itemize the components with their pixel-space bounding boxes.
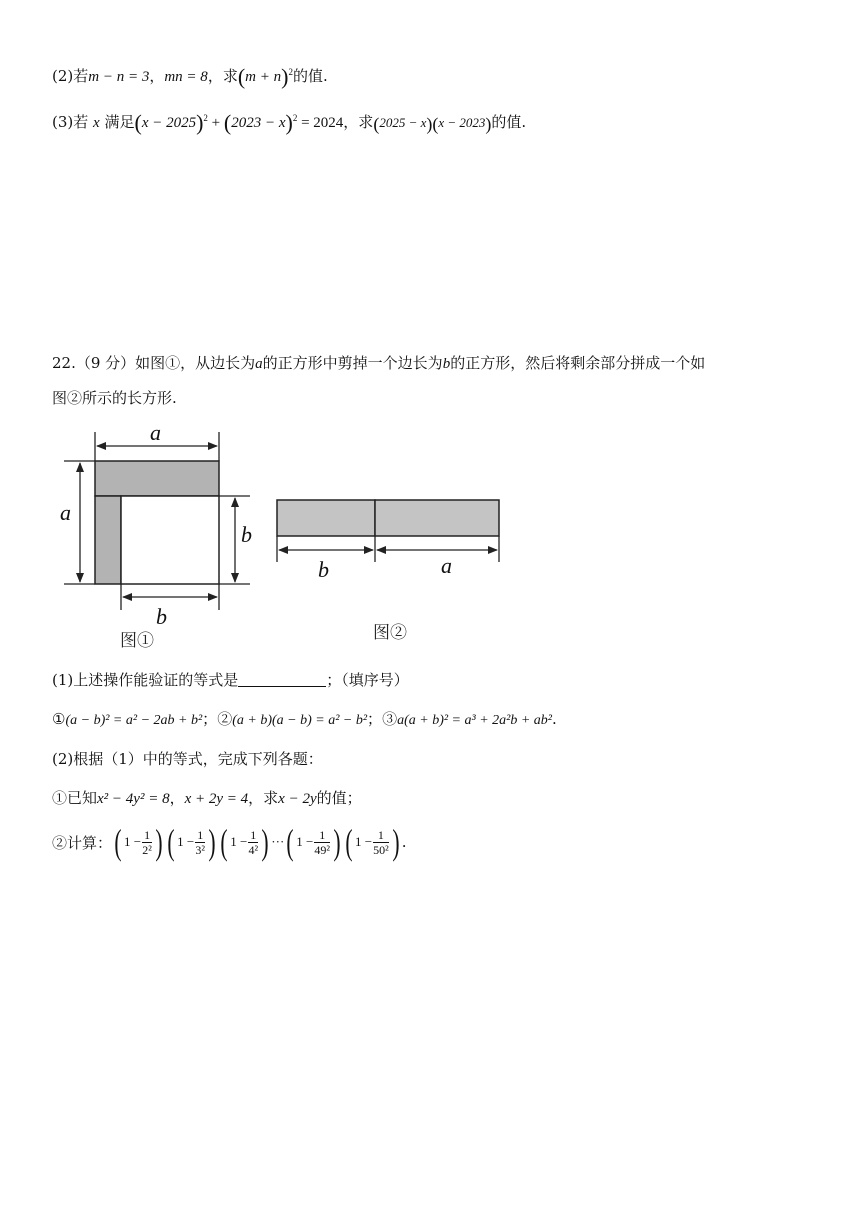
q21-part3-p2: x − 2023 [438,115,486,130]
fig1-left-strip [95,496,121,584]
q21-part3-ask: ，求 [343,113,374,131]
fig2-label-b: b [318,557,329,582]
q21-part3-prefix: (3)若 [52,113,94,131]
q22-mid-text: 的正方形中剪掉一个边长为 [262,354,443,372]
q21-part2-ask: ，求 [207,67,238,85]
option-1-formula: (a − b)² = a² − 2ab + b² [65,713,203,728]
fig1-caption: 图① [120,631,154,651]
option-3-formula: a(a + b)² = a³ + 2a²b + ab² [397,713,552,728]
figure-2 [277,500,499,582]
q22-options [52,708,557,729]
fig1-top-strip [95,461,219,496]
q21-part2-tail: 的值. [292,67,328,85]
factor3-one: 1 − [230,834,248,849]
q21-part2-exp: 2 [288,67,293,77]
fig2-right-part [375,500,499,536]
option-2-formula: (a + b)(a − b) = a² − b² [232,713,368,728]
q21-part2-expr: m + n [245,69,282,85]
product-expression: ( 1 − $\frac{1}{\text{2²}}$ ) ( 1 − $\frac{1}{\text{3²}}$ ) ( 1 − $\frac{1}{\text{4²}}$ ) ··· ( 1 − $\frac{1}{\text{49²}}$ ) ( 1 − $\frac{1}{\text{50²}}$ ) . [114,822,407,862]
q22-part2: (2)根据（1）中的等式，完成下列各题： [52,750,323,768]
q22-part1-text: (1)上述操作能验证的等式是 [52,671,239,689]
q22-var-a: a [255,356,263,372]
fig2-caption: 图② [373,623,407,643]
factor5-frac: $\frac{1}{\text{50²}}$ [373,827,389,857]
sub1-eq2: x + 2y = 4 [184,791,249,807]
q21-part3-rhs: = 2024 [297,115,344,131]
fig1-label-right-b: b [241,522,252,547]
q22-part1-after: ；（填序号） [326,671,409,689]
q21-part3-tail: 的值. [491,113,527,131]
sub1-ask: ，求 [248,789,279,807]
q22-part2-sub1: ①已知x² − 4y² = 8，x + 2y = 4，求x − 2y的值； [52,789,362,807]
q21-part2-cond1: m − n = 3 [88,69,150,85]
q21-part3-term1: x − 2025 [141,115,197,131]
q22-part2-sub2 [52,822,406,862]
option-2-sep: ； [367,710,383,728]
q21-part2-prefix: (2)若 [52,67,89,85]
ellipsis: ··· [271,834,285,849]
sub2-prefix: ②计算： [52,833,113,852]
factor5-one: 1 − [355,834,373,849]
option-1-sep: ； [202,710,218,728]
q21-part3-exp1: 2 [203,113,208,123]
fig1-label-bottom-b: b [156,604,167,629]
factor4-one: 1 − [296,834,314,849]
q21-part2-cond2: mn = 8 [164,69,208,85]
q21-part3-p1: 2025 − x [379,115,427,130]
sub1-eq1: x² − 4y² = 8 [97,791,170,807]
q21-part3: (3)若 x 满足$(x - 2025)^2 + (2023 - x)^2 = 2024$，求(2025 − x)(x − 2023)的值. [52,110,527,135]
option-3-end: . [551,710,557,728]
q22-tail-text: 的正方形，然后将剩余部分拼成一个如 [450,354,706,372]
fig1-removed-square [121,496,219,584]
q22-head-text: 22.（9 分）如图①，从边长为 [52,354,256,372]
q21-part3-exp2: 2 [292,113,298,123]
option-2-mark: ② [217,710,233,728]
q22-part1 [52,669,409,690]
sub1-target: x − 2y [278,791,317,807]
q22-figures [0,420,860,680]
q21-part3-satisfy: 满足 [99,113,135,131]
figure-1 [60,420,252,629]
option-3-mark: ③ [382,710,398,728]
q21-part2-sep: ， [149,67,165,85]
q21-part2: (2)若m − n = 3，mn = 8，求$(m + n)^2$的值. [52,64,328,89]
fig2-label-a: a [441,553,452,578]
q21-part3-var: x [93,115,100,131]
sub2-end: . [401,833,407,851]
factor3-frac: $\frac{1}{\text{4²}}$ [248,827,259,857]
option-1-mark: ① [52,710,66,728]
sub1-tail: 的值； [316,789,362,807]
factor2-frac: $\frac{1}{\text{3²}}$ [195,827,205,857]
answer-blank[interactable] [238,672,326,687]
factor4-frac: $\frac{1}{\text{49²}}$ [314,827,330,857]
q22-var-b: b [442,356,451,372]
q22-heading-line2: 图②所示的长方形. [52,389,177,407]
q21-part3-plus: + [207,115,224,131]
factor1-frac: $\frac{1}{\text{2²}}$ [142,827,152,857]
factor1-one: 1 − [124,834,142,849]
fig1-label-left-a: a [60,500,71,525]
fig2-left-part [277,500,375,536]
factor2-one: 1 − [177,834,195,849]
q22-heading [52,352,705,373]
fig1-label-top-a: a [150,420,161,445]
sub1-prefix: ①已知 [52,789,98,807]
q21-part3-term2: 2023 − x [231,115,286,131]
